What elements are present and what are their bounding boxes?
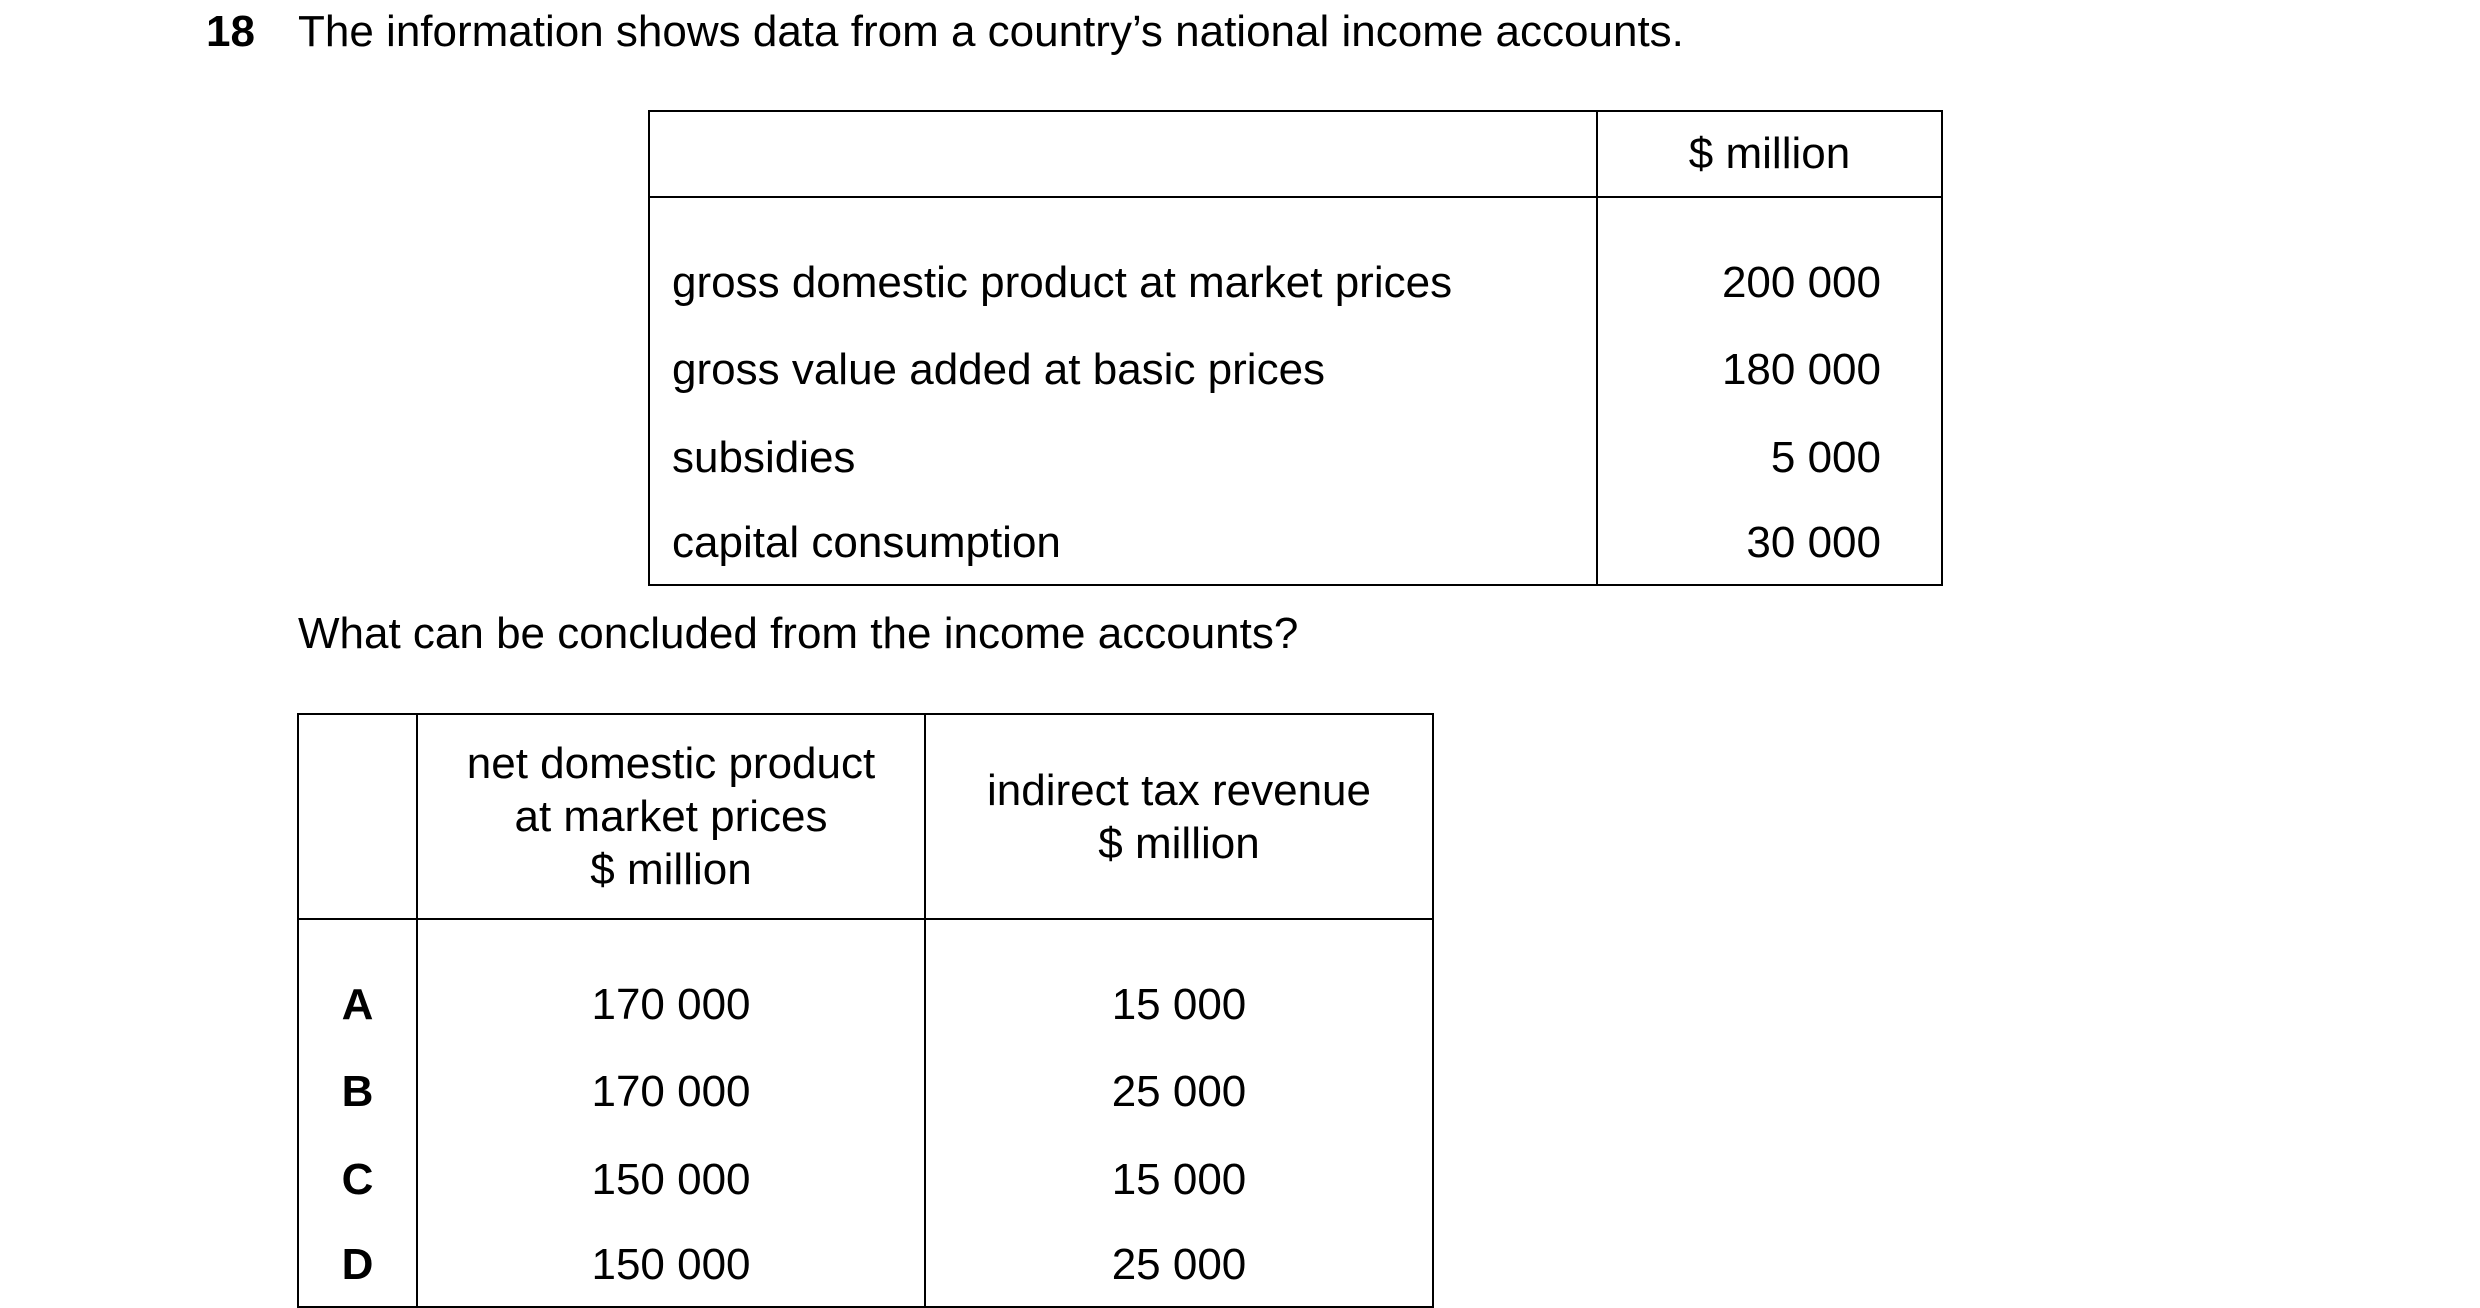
option-row-a[interactable]	[298, 919, 1433, 1048]
row-label: gross value added at basic prices	[672, 345, 1326, 394]
row-value: 30 000	[1597, 502, 1942, 585]
header-line: $ million	[1098, 818, 1260, 868]
header-line: at market prices	[514, 792, 828, 841]
question-stem: The information shows data from a country’s national income accounts.	[298, 7, 1684, 56]
header-indirect-tax-revenue	[925, 714, 1433, 919]
income-accounts-table	[648, 110, 1943, 586]
options-header-row	[298, 714, 1433, 919]
option-ndp: 170 000	[417, 1048, 925, 1136]
option-ndp: 170 000	[417, 919, 925, 1048]
row-label: capital consumption	[672, 518, 1061, 567]
table-header-row	[649, 111, 1942, 197]
option-row-c[interactable]	[298, 1136, 1433, 1224]
option-ndp: 150 000	[417, 1136, 925, 1224]
table-row	[649, 197, 1942, 326]
header-line: $ million	[590, 845, 752, 894]
option-tax: 15 000	[925, 919, 1433, 1048]
option-tax: 25 000	[925, 1224, 1433, 1307]
row-value: 5 000	[1597, 414, 1942, 502]
option-tax: 25 000	[925, 1048, 1433, 1136]
option-tax: 15 000	[925, 1136, 1433, 1224]
header-net-domestic-product	[417, 714, 925, 919]
option-ndp: 150 000	[417, 1224, 925, 1307]
question-prompt: What can be concluded from the income accounts?	[298, 609, 1299, 658]
option-row-d[interactable]	[298, 1224, 1433, 1307]
table-row	[649, 326, 1942, 414]
row-label: gross domestic product at market prices	[672, 258, 1453, 307]
row-value: 180 000	[1597, 326, 1942, 414]
header-line: indirect tax revenue	[987, 765, 1371, 815]
header-blank-cell	[298, 714, 417, 919]
header-line: net domestic product	[466, 739, 876, 788]
header-blank-cell	[649, 111, 1597, 197]
question-number: 18	[206, 7, 255, 56]
table-row	[649, 414, 1942, 502]
option-key[interactable]: D	[341, 1240, 374, 1289]
row-label: subsidies	[672, 433, 856, 482]
option-key[interactable]: A	[341, 980, 374, 1029]
header-unit: $ million	[1597, 111, 1942, 197]
answer-options-table	[297, 713, 1434, 1308]
option-key[interactable]: B	[341, 1067, 374, 1116]
option-row-b[interactable]	[298, 1048, 1433, 1136]
option-key[interactable]: C	[341, 1155, 374, 1204]
row-value: 200 000	[1597, 197, 1942, 326]
table-row	[649, 502, 1942, 585]
